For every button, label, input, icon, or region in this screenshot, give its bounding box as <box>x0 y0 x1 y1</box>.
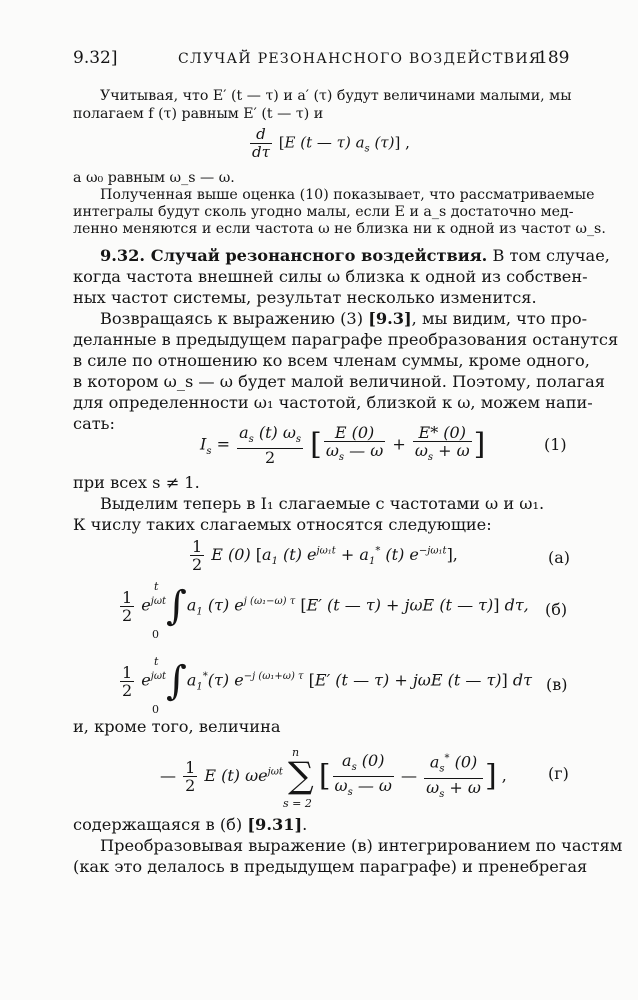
small-line-6: ленно меняются и если частота ω не близка ни к одной из частот ω_s. <box>73 221 606 237</box>
section-line-3: ных частот системы, результат несколько изменится. <box>73 288 537 307</box>
section-line-10: при всех s ≠ 1. <box>73 473 200 492</box>
running-title: СЛУЧАЙ РЕЗОНАНСНОГО ВОЗДЕЙСТВИЯ <box>178 51 542 67</box>
reference-9-3: [9.3] <box>368 309 412 328</box>
section-line-8: для определенности ω₁ частотой, близкой к ω, можем напи- <box>73 393 593 412</box>
section-line-15: Преобразовывая выражение (в) интегрированием по частям <box>100 836 623 855</box>
section-line-12: К числу таких слагаемых относятся следующие: <box>73 515 492 534</box>
equation-b: $\frac{1}{2}$ $e^{j\omega t}\int a_1$ (τ) $e^{j (\omega_1-\omega) \tau}$ [E′ (t — τ) + jωE (t — τ)] dτ, <box>122 583 529 629</box>
integral-b-upper-limit: t <box>154 580 159 593</box>
integral-b-lower-limit: 0 <box>152 628 159 641</box>
equation-1: $I_s$ = $\frac{a_s (t) \omega_s}{2}$ [ $\frac{E (0)}{\omega_s — \omega}$ + $\frac{E* (0)}{\omega_s + \omega}$ ] <box>200 423 486 468</box>
section-line-14 <box>73 815 307 834</box>
section-line-11: Выделим теперь в I₁ слагаемые с частотами ω и ω₁. <box>100 494 545 513</box>
section-heading-line <box>100 246 610 265</box>
section-line-13: и, кроме того, величина <box>73 717 281 736</box>
small-line-4: Полученная выше оценка (10) показывает, что рассматриваемые <box>100 187 595 203</box>
equation-b-label: (б) <box>545 600 568 619</box>
small-line-1: Учитывая, что E′ (t — τ) и a′ (τ) будут величинами малыми, мы <box>100 88 572 104</box>
integral-v-lower-limit: 0 <box>152 703 159 716</box>
section-line-4 <box>100 309 587 328</box>
equation-v-label: (в) <box>546 675 568 694</box>
equation-g-label: (г) <box>548 764 569 783</box>
section-line-14-start: содержащаяся в (б) <box>73 815 243 834</box>
section-line-6: в силе по отношению ко всем членам суммы, кроме одного, <box>73 351 590 370</box>
equation-1-label: (1) <box>544 435 567 454</box>
small-line-5: интегралы будут сколь угодно малы, если E и a_s достаточно мед- <box>73 204 574 220</box>
section-line-14-end: . <box>302 815 308 834</box>
section-line-4-end: , мы видим, что про- <box>411 309 588 328</box>
sum-lower-limit: s = 2 <box>283 797 312 810</box>
small-derivative-formula: $\frac{d}{d\tau}$ [E (t — τ) $a_s$ (τ)] , <box>252 125 410 161</box>
section-line-16: (как это делалось в предыдущем параграфе) и пренебрегая <box>73 857 588 876</box>
equation-g: — $\frac{1}{2}$ E (t) $\omega e^{j\omega t}$ ∑ [ $\frac{a_s (0)}{\omega_s — \omega}$ — $\frac{a_s^* (0)}{\omega_s + \omega}$ ] , <box>160 750 507 800</box>
section-heading: 9.32. Случай резонансного воздействия. <box>100 246 488 265</box>
equation-v: $\frac{1}{2}$ $e^{j\omega t}\int a_1^*(\tau)$ $e^{-j (\omega_1+\omega) \tau}$ [E′ (t — τ) + jωE (t — τ)] dτ <box>122 658 532 704</box>
section-line-9: сать: <box>73 414 115 433</box>
section-line-4-start: Возвращаясь к выражению (3) <box>100 309 364 328</box>
reference-9-31: [9.31] <box>247 815 303 834</box>
equation-a: $\frac{1}{2}$ E (0) [$a_1$ (t) $e^{j\omega_1t} + a_1^*$ (t) $e^{-j\omega_1t}$], <box>192 537 458 574</box>
page-number: 189 <box>537 48 570 68</box>
section-line-1: В том случае, <box>492 246 610 265</box>
section-line-5: деланные в предыдущем параграфе преобразования останутся <box>73 330 619 349</box>
section-line-2: когда частота внешней силы ω близка к одной из собствен- <box>73 267 588 286</box>
section-number: 9.32] <box>73 48 118 68</box>
small-line-3: а ω₀ равным ω_s — ω. <box>73 170 235 186</box>
section-line-7: в котором ω_s — ω будет малой величиной. Поэтому, полагая <box>73 372 605 391</box>
small-line-2: полагаем f (τ) равным E′ (t — τ) и <box>73 106 324 122</box>
integral-v-upper-limit: t <box>154 655 159 668</box>
equation-a-label: (а) <box>548 548 571 567</box>
sum-upper-limit: n <box>292 746 300 759</box>
